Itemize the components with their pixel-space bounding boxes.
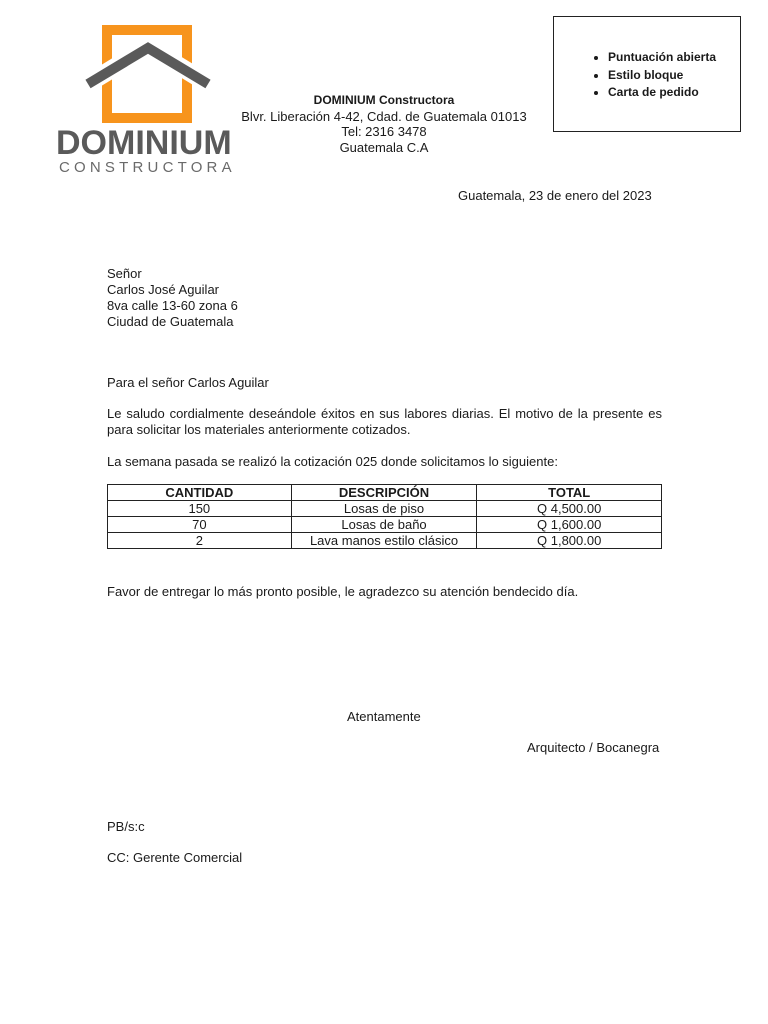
logo-subtitle: CONSTRUCTORA: [59, 159, 236, 176]
cell-total: Q 1,800.00: [477, 533, 662, 549]
carbon-copy: CC: Gerente Comercial: [107, 850, 243, 865]
header-description: DESCRIPCIÓN: [291, 485, 477, 501]
company-logo: [52, 20, 252, 180]
cell-quantity: 70: [108, 517, 292, 533]
greeting: Para el señor Carlos Aguilar: [107, 375, 269, 390]
cell-total: Q 1,600.00: [477, 517, 662, 533]
table-header-row: [108, 485, 662, 501]
recipient-street: 8va calle 13-60 zona 6: [107, 298, 238, 313]
farewell: Atentamente: [347, 709, 421, 724]
house-logo-icon: [52, 20, 252, 130]
company-name: DOMINIUM Constructora: [313, 93, 455, 107]
letterhead: [230, 93, 538, 155]
table-row: [108, 517, 662, 533]
recipient-name: Carlos José Aguilar: [107, 282, 219, 297]
cell-description: Losas de baño: [291, 517, 477, 533]
company-address: Blvr. Liberación 4-42, Cdad. de Guatemala 01013: [241, 108, 527, 124]
initials: PB/s:c: [107, 819, 145, 834]
recipient-city: Ciudad de Guatemala: [107, 314, 234, 329]
notes-box: [553, 16, 741, 132]
recipient-salutation: Señor: [107, 266, 142, 281]
cell-total: Q 4,500.00: [477, 501, 662, 517]
note-item: • Carta de pedido: [608, 84, 740, 102]
letter-date: Guatemala, 23 de enero del 2023: [458, 188, 652, 203]
table-row: [108, 501, 662, 517]
cell-quantity: 2: [108, 533, 292, 549]
table-row: [108, 533, 662, 549]
company-phone: Tel: 2316 3478: [341, 124, 427, 139]
notes-list: [554, 49, 740, 102]
order-table: [107, 484, 662, 549]
signer: Arquitecto / Bocanegra: [527, 740, 660, 755]
paragraph-request: Favor de entregar lo más pronto posible, le agradezco su atención bendecido día.: [107, 584, 579, 599]
cell-quantity: 150: [108, 501, 292, 517]
company-city: Guatemala C.A: [339, 139, 429, 155]
paragraph-intro: Le saludo cordialmente deseándole éxitos en sus labores diarias. El motivo de la presente es para solicitar los materiales anteriormente cotizados.: [107, 406, 662, 437]
header-total: TOTAL: [477, 485, 662, 501]
logo-wordmark: DOMINIUM: [56, 124, 232, 162]
cell-description: Lava manos estilo clásico: [291, 533, 477, 549]
note-item: • Estilo bloque: [608, 67, 740, 85]
paragraph-quote: La semana pasada se realizó la cotización 025 donde solicitamos lo siguiente:: [107, 454, 558, 469]
note-item: • Puntuación abierta: [608, 49, 740, 67]
header-quantity: CANTIDAD: [108, 485, 292, 501]
cell-description: Losas de piso: [291, 501, 477, 517]
